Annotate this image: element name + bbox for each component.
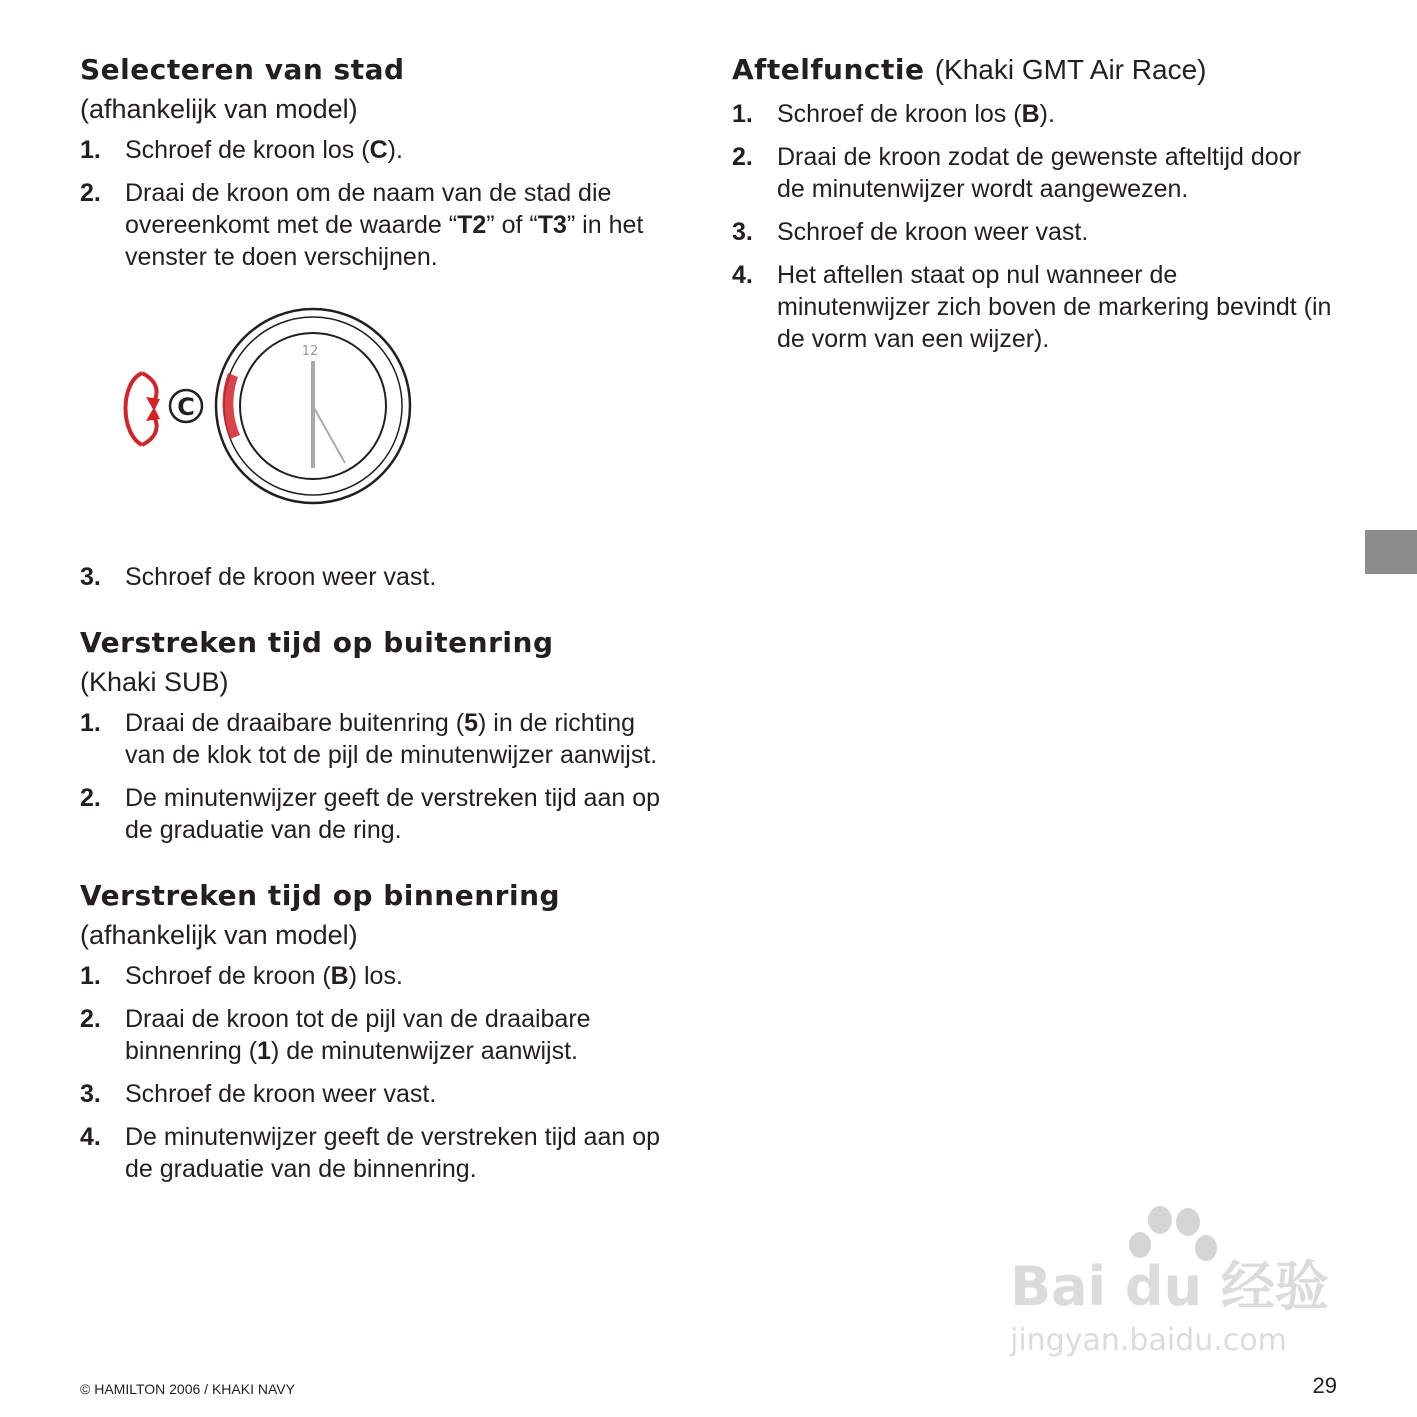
step-text: Draai de kroon tot de pijl van de draaibare binnenring ( <box>125 1005 591 1065</box>
step-bold: 5 <box>464 709 478 737</box>
step-text: ). <box>1039 100 1055 128</box>
step-number: 1. <box>80 962 101 990</box>
step-number: 1. <box>80 136 101 164</box>
step-text: De minutenwijzer geeft de verstreken tijd aan op de graduatie van de binnenring. <box>125 1123 661 1183</box>
side-tab-marker <box>1365 530 1417 574</box>
step-number: 4. <box>732 261 753 289</box>
step-item <box>732 98 1332 130</box>
section-subtitle: (afhankelijk van model) <box>80 94 358 124</box>
step-text: ” of “ <box>486 211 538 239</box>
step-bold: B <box>1021 100 1040 128</box>
steps-list <box>80 561 680 593</box>
watch-diagram <box>0 293 680 553</box>
crown-label: C <box>177 393 195 421</box>
step-item <box>80 1121 680 1185</box>
title-sub: (Khaki GMT Air Race) <box>934 54 1207 85</box>
step-text: Draai de kroon zodat de gewenste afteltijd door de minutenwijzer wordt aangewezen. <box>777 143 1301 203</box>
step-bold: T3 <box>537 211 567 239</box>
step-text: Draai de kroon om de naam van de stad die overeenkomt met de waarde “ <box>125 179 612 239</box>
section-inner-ring <box>80 876 680 1185</box>
step-number: 2. <box>80 784 101 812</box>
section-countdown <box>732 50 1332 355</box>
steps-list <box>80 707 680 846</box>
step-number: 3. <box>732 218 753 246</box>
section-title <box>732 50 1332 90</box>
step-item <box>80 1078 680 1110</box>
footer-copyright: © HAMILTON 2006 / KHAKI NAVY <box>80 1381 295 1397</box>
step-number: 3. <box>80 563 101 591</box>
watermark-url: jingyan.baidu.com <box>1010 1323 1287 1358</box>
step-number: 2. <box>80 1005 101 1033</box>
step-bold: T2 <box>457 211 487 239</box>
step-item <box>732 216 1332 248</box>
section-subtitle: (afhankelijk van model) <box>80 920 358 950</box>
step-bold: 1 <box>257 1037 271 1065</box>
baidu-watermark <box>1000 1200 1340 1370</box>
section-title: Selecteren van stad <box>80 53 405 86</box>
step-text: Schroef de kroon weer vast. <box>125 563 437 591</box>
step-number: 2. <box>732 143 753 171</box>
step-bold: B <box>330 962 349 990</box>
section-outer-ring <box>80 623 680 846</box>
step-number: 1. <box>732 100 753 128</box>
step-bold: C <box>369 136 388 164</box>
left-column <box>80 50 680 1215</box>
step-text: Schroef de kroon weer vast. <box>125 1080 437 1108</box>
step-item <box>732 141 1332 205</box>
page-number: 29 <box>1312 1373 1337 1398</box>
step-text: Schroef de kroon weer vast. <box>777 218 1089 246</box>
watermark-brand: Bai du 经验 <box>1010 1255 1329 1318</box>
steps-list <box>732 98 1332 355</box>
steps-list <box>80 960 680 1185</box>
step-number: 3. <box>80 1080 101 1108</box>
step-item <box>80 1003 680 1067</box>
step-item <box>80 960 680 992</box>
step-item <box>80 177 680 273</box>
right-column <box>732 50 1332 385</box>
step-number: 4. <box>80 1123 101 1151</box>
section-city-select <box>80 50 680 593</box>
section-subtitle: (Khaki SUB) <box>80 667 229 697</box>
step-text: ” in het venster te doen verschijnen. <box>125 211 644 271</box>
step-text: ). <box>387 136 403 164</box>
step-item <box>80 134 680 166</box>
steps-list <box>80 134 680 273</box>
section-title: Verstreken tijd op buitenring <box>80 626 554 659</box>
dial-twelve: 12 <box>301 344 319 359</box>
rotate-arrow-icon <box>126 373 161 445</box>
step-text: Schroef de kroon los ( <box>125 136 370 164</box>
watch-illustration <box>0 293 420 553</box>
step-item <box>80 561 680 593</box>
step-text: Draai de draaibare buitenring ( <box>125 709 465 737</box>
step-number: 2. <box>80 179 101 207</box>
section-title: Verstreken tijd op binnenring <box>80 879 561 912</box>
step-text: De minutenwijzer geeft de verstreken tijd aan op de graduatie van de ring. <box>125 784 661 844</box>
step-text: ) in de richting van de klok tot de pijl de minutenwijzer aanwijst. <box>125 709 658 769</box>
step-number: 1. <box>80 709 101 737</box>
step-text: Het aftellen staat op nul wanneer de minutenwijzer zich boven de markering bevindt (in de vorm van een wijzer). <box>777 261 1332 353</box>
step-text: ) los. <box>348 962 403 990</box>
step-text: ) de minutenwijzer aanwijst. <box>270 1037 579 1065</box>
step-text: Schroef de kroon ( <box>125 962 331 990</box>
step-item <box>732 259 1332 355</box>
step-item <box>80 707 680 771</box>
step-text: Schroef de kroon los ( <box>777 100 1022 128</box>
step-item <box>80 782 680 846</box>
title-bold: Aftelfunctie <box>732 53 925 86</box>
paw-icon <box>1129 1206 1217 1261</box>
